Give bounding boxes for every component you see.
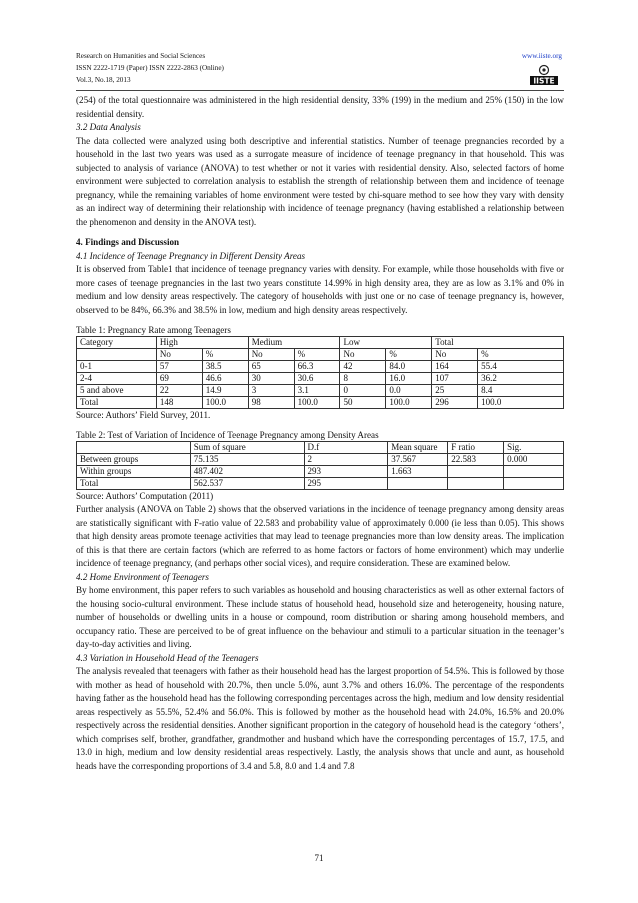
- table-cell: 487.402: [190, 466, 304, 478]
- table-cell: 107: [432, 373, 478, 385]
- table-1-header-row: [77, 337, 564, 349]
- journal-url-link[interactable]: www.iiste.org: [521, 52, 562, 60]
- table-header-cell: Category: [77, 337, 157, 349]
- section-4-1-heading: 4.1 Incidence of Teenage Pregnancy in Different Density Areas: [76, 250, 306, 261]
- table-cell: 50: [340, 397, 386, 409]
- table-cell: 1.663: [388, 466, 448, 478]
- table-cell: 100.0: [386, 397, 432, 409]
- table-cell: Sig.: [504, 442, 564, 454]
- table-cell: %: [202, 349, 248, 361]
- table-cell: No: [248, 349, 294, 361]
- table-cell: 36.2: [478, 373, 564, 385]
- table-cell: 100.0: [294, 397, 340, 409]
- paragraph-anova: Further analysis (ANOVA on Table 2) shows that the observed variations in the incidence of teenage pregnancy among density areas are statistically significant with F-ratio value of 22.583 and probability value of approximately 0.000 (ie less than 0.05). This shows that high density areas promote teenage activities that may lead to teenage pregnancies more than low density areas. The implication of this is that there are certain factors (which are referred to as home factors or factors of home environment) which may underlie incidence of teenage pregnancy, (and perhaps other social vices), and require consideration. These are examined below.: [76, 504, 564, 568]
- table-cell: 0: [340, 385, 386, 397]
- table-cell: 30.6: [294, 373, 340, 385]
- section-4-2-heading: 4.2 Home Environment of Teenagers: [76, 571, 209, 582]
- table-cell: 75.135: [190, 454, 304, 466]
- table-cell: 295: [304, 478, 388, 490]
- running-header: [76, 50, 564, 90]
- header-rule: [76, 90, 564, 91]
- table-cell: No: [340, 349, 386, 361]
- table-cell: [77, 442, 191, 454]
- table-2-source: Source: Authors’ Computation (2011): [76, 491, 214, 501]
- table-1-pregnancy-rate: [76, 336, 564, 409]
- table-cell: F ratio: [448, 442, 504, 454]
- table-cell: 296: [432, 397, 478, 409]
- table-cell: 293: [304, 466, 388, 478]
- table-cell: %: [294, 349, 340, 361]
- table-row: [77, 361, 564, 373]
- table-cell: 98: [248, 397, 294, 409]
- table-cell: 0.0: [386, 385, 432, 397]
- table-cell: %: [386, 349, 432, 361]
- table-row: [77, 385, 564, 397]
- table-1-subheader-row: [77, 349, 564, 361]
- iiste-logo: [526, 64, 562, 86]
- table-2-caption: Table 2: Test of Variation of Incidence of Teenage Pregnancy among Density Areas: [76, 430, 379, 440]
- table-cell: 57: [156, 361, 202, 373]
- table-cell: 3.1: [294, 385, 340, 397]
- table-header-cell: High: [156, 337, 248, 349]
- table-1-body: [77, 361, 564, 409]
- table-2-anova: [76, 441, 564, 490]
- paragraph-household-head: The analysis revealed that teenagers with father as their household head has the largest proportion of 54.5%. This is followed by those with mother as head of household with 20.7%, then uncle 5.0%, aunt 3.7% and others 16.0%. The percentage of the respondents having father as the household head has the following corresponding percentages across the high, medium and low density residential areas respectively as 55.5%, 52.4% and 56.0%. This is followed by mother as the household head with 24.0%, 16.5% and 20.0% respectively across the residential densities. Another significant proportion in the category of household head is the category ‘others’, which comprises self, brother, grandfather, grandmother and husband which have the corresponding percentages of 15.7, 17.5, and 13.0 in high, medium and low density residential areas respectively. Lastly, the analysis shows that uncle and aunt, as household heads have the corresponding proportions of 3.4 and 5.8, 8.0 and 1.4 and 7.8: [76, 666, 564, 771]
- table-cell: [504, 478, 564, 490]
- logo-text: IISTE: [533, 76, 555, 86]
- table-cell: 25: [432, 385, 478, 397]
- table-cell: 84.0: [386, 361, 432, 373]
- table-cell: Total: [77, 478, 191, 490]
- table-cell: 100.0: [202, 397, 248, 409]
- table-cell: 0-1: [77, 361, 157, 373]
- journal-name: Research on Humanities and Social Sciences: [76, 52, 206, 60]
- table-1-source: Source: Authors’ Field Survey, 2011.: [76, 410, 211, 420]
- table-cell: 46.6: [202, 373, 248, 385]
- section-4-heading: 4. Findings and Discussion: [76, 237, 180, 247]
- table-2-body: [77, 454, 564, 490]
- table-2-header-row: [77, 442, 564, 454]
- table-row: [77, 478, 564, 490]
- page-number: 71: [314, 853, 324, 863]
- table-cell: 14.9: [202, 385, 248, 397]
- paragraph-sample-size: (254) of the total questionnaire was administered in the high residential density, 33% (199) in the medium and 25% (150) in the low residential density.: [76, 95, 564, 119]
- table-row: [77, 397, 564, 409]
- table-cell: 66.3: [294, 361, 340, 373]
- table-cell: [448, 466, 504, 478]
- table-cell: 100.0: [478, 397, 564, 409]
- table-header-cell: Total: [432, 337, 564, 349]
- table-cell: 55.4: [478, 361, 564, 373]
- table-cell: [388, 478, 448, 490]
- table-cell: [77, 349, 157, 361]
- table-cell: 2: [304, 454, 388, 466]
- table-row: [77, 466, 564, 478]
- table-1-caption: Table 1: Pregnancy Rate among Teenagers: [76, 325, 231, 335]
- table-header-cell: Medium: [248, 337, 340, 349]
- table-cell: 8.4: [478, 385, 564, 397]
- table-cell: 42: [340, 361, 386, 373]
- table-cell: 8: [340, 373, 386, 385]
- table-cell: [448, 478, 504, 490]
- table-cell: %: [478, 349, 564, 361]
- table-cell: 148: [156, 397, 202, 409]
- table-cell: 22: [156, 385, 202, 397]
- issn-line: ISSN 2222-1719 (Paper) ISSN 2222-2863 (Online): [76, 64, 224, 72]
- table-cell: 2-4: [77, 373, 157, 385]
- section-4-3-heading: 4.3 Variation in Household Head of the Teenagers: [76, 652, 259, 663]
- table-cell: 0.000: [504, 454, 564, 466]
- table-cell: 38.5: [202, 361, 248, 373]
- table-cell: 5 and above: [77, 385, 157, 397]
- paragraph-data-analysis: The data collected were analyzed using both descriptive and inferential statistics. Number of teenage pregnancies recorded by a household in the last two years was used as a surrogate measure of incidence of teenage pregnancy in that household. This was subjected to analysis of variance (ANOVA) to test whether or not it varies with residential density. Also, selected factors of home environment were subjected to correlation analysis to establish the strength of relationship between them and incidence of teenage pregnancy, while the remaining variables of home environment were tested by chi-square method to see how they vary with density as an indirect way of determining their relationship with incidence of teenage pregnancy (having established a relationship between the phenomenon and density in the ANOVA test).: [76, 135, 564, 227]
- table-cell: 16.0: [386, 373, 432, 385]
- table-cell: 164: [432, 361, 478, 373]
- table-cell: 30: [248, 373, 294, 385]
- table-cell: 22.583: [448, 454, 504, 466]
- table-cell: No: [432, 349, 478, 361]
- table-cell: Between groups: [77, 454, 191, 466]
- table-cell: 562.537: [190, 478, 304, 490]
- table-cell: Sum of square: [190, 442, 304, 454]
- table-cell: 65: [248, 361, 294, 373]
- paragraph-incidence: It is observed from Table1 that incidence of teenage pregnancy varies with density. For example, while those households with five or more cases of teenage pregnancies in the last two years constitute 14.99% in high density area, they are as low as 3.1% and 0% in medium and low density areas respectively. The category of households with just one or no case of teenage pregnancy is, however, observed to be 84%, 66.3% and 38.5% in low, medium and high density areas respectively.: [76, 264, 564, 315]
- table-cell: 3: [248, 385, 294, 397]
- table-cell: D.f: [304, 442, 388, 454]
- table-cell: 37.567: [388, 454, 448, 466]
- table-cell: [504, 466, 564, 478]
- table-cell: 69: [156, 373, 202, 385]
- table-cell: Mean square: [388, 442, 448, 454]
- section-3-2-heading: 3.2 Data Analysis: [76, 122, 141, 132]
- table-row: [77, 454, 564, 466]
- table-header-cell: Low: [340, 337, 432, 349]
- table-row: [77, 373, 564, 385]
- table-cell: No: [156, 349, 202, 361]
- table-cell: Total: [77, 397, 157, 409]
- table-cell: Within groups: [77, 466, 191, 478]
- paragraph-home-environment: By home environment, this paper refers to such variables as household and housing characteristics as well as other external factors of the housing socio-cultural environment. These include status of household head, household size and heterogeneity, housing nature, number of households or dwelling units in a house or compound, room distribution or sharing among household members, and occupancy ratio. These are perceived to be of great influence on the behaviour and stimuli to a particular situation in the teenager’s day-to-day activities and living.: [76, 585, 564, 649]
- volume-line: Vol.3, No.18, 2013: [76, 76, 131, 84]
- page-body: [76, 50, 564, 773]
